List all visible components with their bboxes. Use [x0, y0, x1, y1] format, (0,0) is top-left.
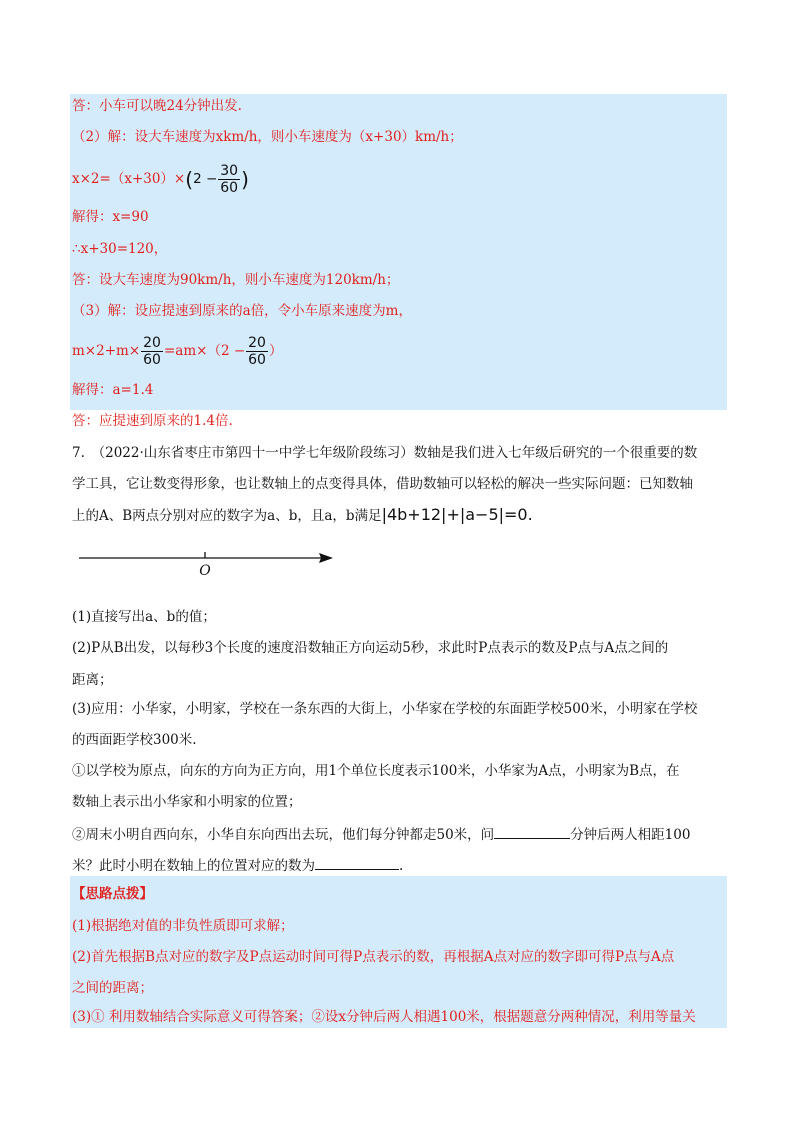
open-paren: (: [185, 167, 194, 192]
question-3b-text-a: ②周末小明自西向东，小华自东向西出去玩，他们每分钟都走50米，问: [72, 827, 495, 843]
answer-blank-minutes[interactable]: [494, 824, 570, 839]
part3-intro: （3）解：设应提速到原来的a倍，令小车原来速度为m，: [72, 303, 412, 319]
hint-2-line1: (2)首先根据B点对应的数字及P点运动时间可得P点表示的数，再根据A点对应的数字即可得P点与A点: [72, 949, 675, 965]
hint-1: (1)根据绝对值的非负性质即可求解；: [72, 918, 294, 934]
question-3a-line2: 数轴上表示出小华家和小明家的位置；: [72, 794, 302, 810]
question-3a-line1: ①以学校为原点，向东的方向为正方向，用1个单位长度表示100米，小华家为A点，小明家为B点，在: [72, 763, 680, 779]
question-3b-text-c: 米？此时小明在数轴上的位置对应的数为: [72, 858, 315, 874]
answer-1: 答：小车可以晚24分钟出发.: [72, 98, 242, 114]
part3-answer: 答：应提速到原来的1.4倍.: [72, 413, 233, 429]
absolute-value-equation: |4b+12|+|a−5|=0.: [381, 505, 533, 524]
question-3b-line1: [72, 824, 690, 844]
fraction-denominator: 60: [248, 352, 266, 368]
fraction-denominator: 60: [143, 352, 161, 368]
fraction-20-60-b: [246, 335, 268, 368]
part2-eq-two-minus: 2 −: [193, 171, 218, 187]
part3-solve: 解得：a=1.4: [72, 382, 154, 398]
hint-3-line1: (3)① 利用数轴结合实际意义可得答案；②设x分钟后两人相遇100米，根据题意分两种情况，利用等量关: [72, 1009, 696, 1025]
question-3-line2: 的西面距学校300米.: [72, 732, 197, 748]
part3-eq-b: =am×（2 −: [163, 343, 246, 359]
problem7-line3: [72, 506, 533, 525]
hint-title: 【思路点拨】: [72, 886, 153, 902]
fraction-numerator: 20: [143, 335, 161, 351]
close-paren: ): [241, 167, 249, 192]
question-1: (1)直接写出a、b的值；: [72, 609, 216, 625]
fraction-30-60: [218, 163, 240, 196]
part2-eq-left: x×2=（x+30）×: [72, 171, 186, 187]
part2-answer: 答：设大车速度为90km/h，则小车速度为120km/h；: [72, 272, 400, 288]
part2-intro: （2）解：设大车速度为xkm/h，则小车速度为（x+30）km/h；: [72, 129, 463, 145]
question-3b-line2: [72, 855, 403, 875]
part3-eq-close: ）: [268, 343, 283, 359]
fraction-denominator: 60: [220, 180, 239, 196]
problem7-line3-text: 上的A、B两点分别对应的数字为a、b，且a，b满足: [72, 508, 382, 524]
problem7-line2: 学工具，它让数变得形象，也让数轴上的点变得具体，借助数轴可以轻松的解决一些实际问题：已知数轴: [72, 476, 693, 492]
question-3b-text-d: .: [399, 858, 404, 874]
answer-blank-position[interactable]: [315, 855, 399, 870]
question-2-line1: (2)P从B出发，以每秒3个长度的速度沿数轴正方向运动5秒，求此时P点表示的数及P点与A点之间的: [72, 640, 669, 656]
fraction-numerator: 20: [248, 335, 266, 351]
question-2-line2: 距离；: [72, 672, 113, 688]
part3-eq-a: m×2+m×: [72, 343, 141, 359]
problem7-line1: 7. （2022·山东省枣庄市第四十一中学七年级阶段练习）数轴是我们进入七年级后研究的一个很重要的数: [72, 445, 698, 461]
fraction-20-60-a: [141, 335, 163, 368]
fraction-numerator: 30: [220, 163, 239, 179]
part2-solve: 解得：x=90: [72, 209, 149, 225]
question-3-line1: (3)应用：小华家，小明家，学校在一条东西的大街上，小华家在学校的东面距学校500米，小明家在学校: [72, 701, 698, 717]
part2-equation: [72, 159, 249, 199]
hint-2-line2: 之间的距离；: [72, 980, 153, 996]
part2-therefore: ∴x+30=120，: [72, 241, 168, 257]
origin-label: O: [199, 563, 211, 579]
question-3b-text-b: 分钟后两人相距100: [570, 827, 691, 843]
number-line-figure: [71, 540, 337, 588]
part3-equation: [72, 331, 282, 371]
